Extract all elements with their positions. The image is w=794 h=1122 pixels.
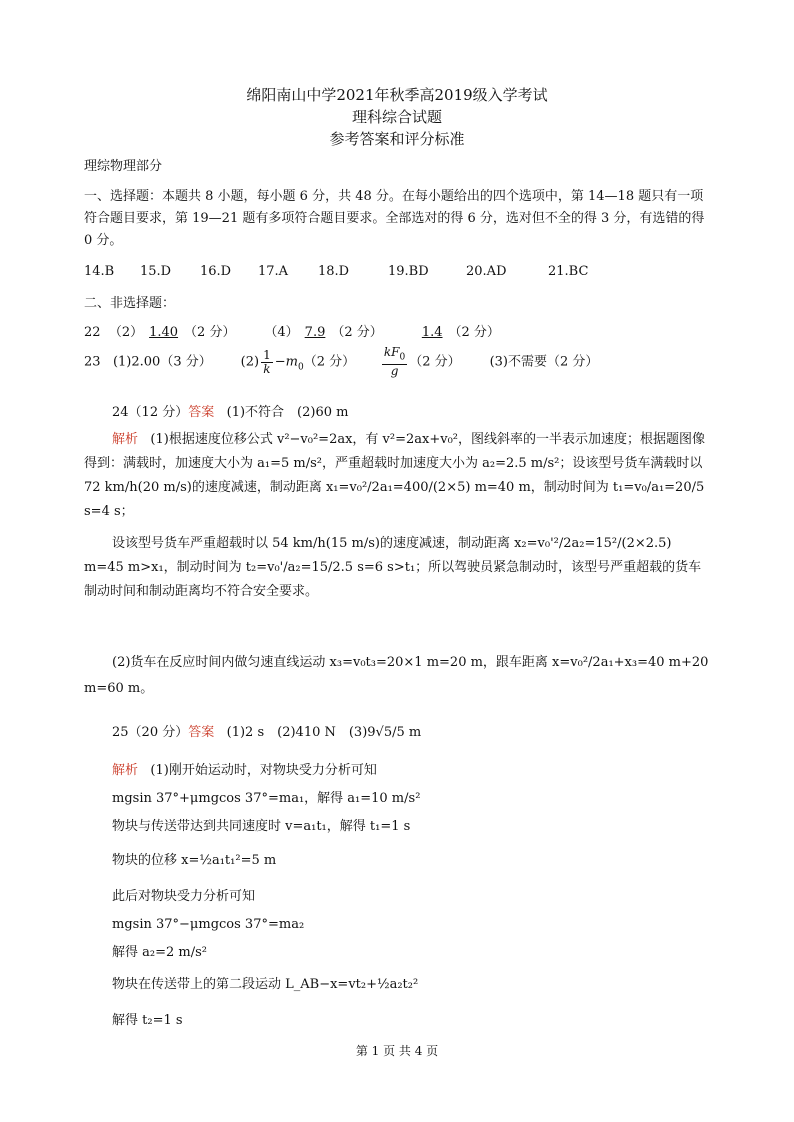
- q22-answer: 1.40: [149, 325, 179, 340]
- answer-item: 19.BD: [388, 264, 429, 279]
- formula-fraction: $\frac{1}{k}$: [263, 347, 271, 376]
- q25-analysis-line: [112, 762, 377, 780]
- answer-item: 15.D: [140, 264, 172, 279]
- q24-analysis-p2: 设该型号货车严重超载时以 54 km/h(15 m/s)的速度减速，制动距离 x₂=v₀'²/2a₂=15²/(2×2.5) m=45 m>x₁，制动时间为 t₂=v₀'/a₂=15/2.5 s=6 s>t₁；所以驾驶员紧急制动时，该型号严重超载的货车制动时间和制动距离均不符合安全要求。: [84, 536, 702, 599]
- analysis-tag: 解析: [112, 763, 139, 778]
- q25-text: 解得 a₂=2 m/s²: [112, 945, 207, 960]
- section-label: 理综物理部分: [84, 159, 163, 174]
- q22-answer: 1.4: [421, 325, 443, 340]
- q25-heading: 25（20 分）: [112, 725, 189, 740]
- exam-doc-type: 参考答案和评分标准: [329, 130, 465, 148]
- q24-text: (1)根据速度位移公式 v²−v₀²=2ax，有 v²=2ax+v₀²，图线斜率的一半表示加速度；根据题图像得到：满载时，加速度大小为 a₁=5 m/s²，严重超载时加速度大小为 a₂=2.5 m/s²；设该型号货车满载时以 72 km/h(20 m/s)的速度减速，制动距离 x₁=v₀²/2a₁=400/(2×5) m=40 m，制动时间为 t₁=v₀/a₁=20/5 s=4 s；: [84, 432, 706, 519]
- q22-answer: 7.9: [304, 325, 326, 340]
- q22-line: [84, 324, 500, 342]
- exam-subject: 理科综合试题: [351, 108, 442, 126]
- q25-text: 此后对物块受力分析可知: [112, 889, 256, 904]
- q24-analysis-p3: (2)货车在反应时间内做匀速直线运动 x₃=v₀t₃=20×1 m=20 m，跟车距离 x=v₀²/2a₁+x₃=40 m+20 m=60 m。: [84, 655, 709, 696]
- answer-item: 18.D: [318, 264, 350, 279]
- q24-answer-line: [112, 404, 348, 422]
- q25-text: 物块在传送带上的第二段运动 L_AB−x=vt₂+½a₂t₂²: [112, 977, 419, 992]
- q24-heading: 24（12 分）: [112, 405, 189, 420]
- q23-score: （2 分）: [409, 354, 461, 370]
- q22-score: （2 分）: [184, 325, 236, 340]
- q22-part-label: （2）: [108, 325, 144, 340]
- q22-score: （2 分）: [448, 325, 500, 340]
- q24-answer: (1)不符合 (2)60 m: [226, 405, 349, 420]
- q23-part4: (3)不需要（2 分）: [489, 354, 599, 370]
- q25-text: (1)刚开始运动时，对物块受力分析可知: [150, 763, 377, 778]
- q25-text: mgsin 37°−μmgcos 37°=ma₂: [112, 917, 305, 932]
- q22-part-label: （4）: [264, 325, 299, 340]
- q22-score: （2 分）: [331, 325, 383, 340]
- q25-text: 物块的位移 x=½a₁t₁²=5 m: [112, 853, 277, 868]
- document-header: [0, 84, 794, 150]
- q25-answer: (1)2 s (2)410 N (3)9√5/5 m: [226, 725, 422, 740]
- q22-number: 22: [84, 325, 101, 340]
- q23-part2-label: (2): [240, 354, 260, 370]
- part1-heading: 一、选择题：本题共 8 小题，每小题 6 分，共 48 分。在每小题给出的四个选项中，第 14—18 题只有一项符合题目要求，第 19—21 题有多项符合题目要求。全部选对的得 6 分，选对但不全的得 3 分，有选错的得 0 分。: [84, 189, 705, 248]
- answer-item: 21.BC: [548, 264, 589, 279]
- answer-item: 17.A: [258, 264, 289, 279]
- q23-score: （2 分）: [303, 354, 356, 370]
- answer-item: 16.D: [200, 264, 232, 279]
- analysis-tag: 解析: [112, 432, 139, 447]
- part2-heading: 二、非选择题：: [84, 296, 176, 311]
- q25-answer-line: [112, 724, 421, 742]
- answer-tag: 答案: [188, 405, 215, 420]
- answer-item: 20.AD: [466, 264, 507, 279]
- q23-line: 23 (1)2.00（3 分） (2) $\frac{1}{k}$ $-m_0(2$ 分） $\frac{kF_0}{g}$ （2 分） (3)不需要（2 分）: [84, 345, 599, 379]
- q23-part1: (1)2.00（3 分）: [112, 354, 212, 370]
- page-footer: 第 1 页 共 4 页: [355, 1044, 439, 1058]
- exam-title: 绵阳南山中学2021年秋季高2019级入学考试: [246, 86, 548, 104]
- q23-number: 23: [84, 354, 101, 370]
- formula-fraction: $\frac{kF_0}{g}$: [383, 345, 406, 379]
- answer-item: 14.B: [84, 264, 115, 279]
- q24-analysis-p1: [84, 428, 714, 524]
- q25-text: 解得 t₂=1 s: [112, 1013, 183, 1028]
- answer-tag: 答案: [188, 725, 215, 740]
- q25-text: mgsin 37°+μmgcos 37°=ma₁，解得 a₁=10 m/s²: [112, 791, 421, 806]
- q25-text: 物块与传送带达到共同速度时 v=a₁t₁，解得 t₁=1 s: [112, 819, 411, 834]
